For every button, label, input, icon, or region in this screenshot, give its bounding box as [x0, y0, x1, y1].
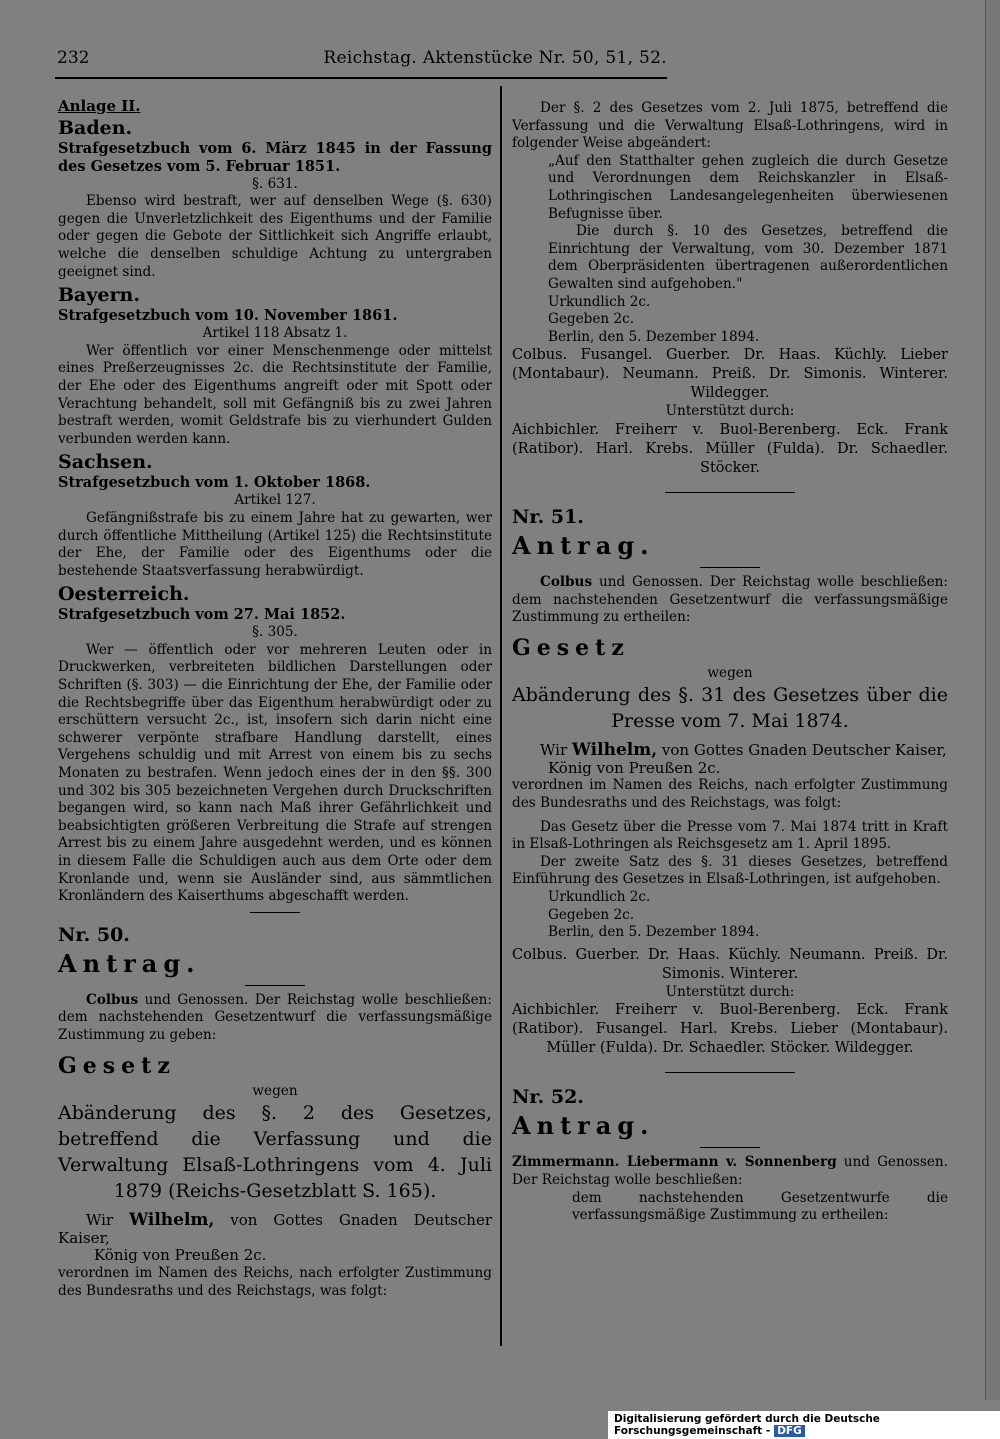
nr50-wegen: wegen [252, 1082, 298, 1099]
baden-heading: Baden. [58, 116, 133, 139]
bayern-law: Strafgesetzbuch vom 10. November 1861. [58, 307, 398, 325]
cont-unterstuetzt: Unterstützt durch: [665, 403, 795, 420]
nr50-wir-label: Wir [86, 1211, 130, 1230]
oesterreich-section: §. 305. [252, 624, 298, 641]
nr51-rule [700, 567, 760, 568]
nr51-wegen: wegen [707, 664, 753, 681]
running-title: Reichstag. Aktenstücke Nr. 50, 51, 52. [323, 48, 667, 68]
cont-supporters: Aichbichler. Freiherr v. Buol-Berenberg. Eck. Frank (Ratibor). Harl. Krebs. Müller (Fulda). Dr. Schaedler. Stöcker. [512, 421, 948, 476]
nr51-intro-text: und Genossen. Der Reichstag wolle beschließen: dem nachstehenden Gesetzentwurf die verfassungsmäßige Zustimmung zu ertheilen: [512, 573, 948, 626]
oesterreich-text: Wer — öffentlich oder vor mehreren Leuten oder in Druckwerken, verbreiteten bildlichen Darstellungen oder Schriften (§. 303) — die Einrichtung der Ehe, der Familie oder die Rechtsbegriffe über das Eigenthum herabwürdigt oder zu erschüttern versucht 2c., ist, insofern sich darin nicht eine schwerer verpönte strafbare Handlung darstellt, eines Vergehens schuldig und mit Arrest von einem bis zu sechs Monaten zu bestrafen. Wenn jedoch eines der in den §§. 300 und 302 bis 305 bezeichneten Vergehen durch Druckschriften begangen wird, so kann nach Maß ihrer Gefährlichkeit und beabsichtigten größeren Verbreitung die Strafe auf strengen Arrest bis zu einem Jahre ausgedehnt werden, und es können in diesem Falle die Schuldigen auch aus dem Orte oder dem Kronlande und, wenn sie Ausländer sind, aus sämmtlichen Kronländern des Kaiserthums abgeschafft werden. [58, 641, 492, 905]
nr52-proposer: Zimmermann. Liebermann v. Sonnenberg [512, 1154, 837, 1171]
nr50-koenig: König von Preußen 2c. [94, 1246, 267, 1265]
cont-gegeben: Gegeben 2c. [548, 311, 635, 328]
nr52-intro-text: und Genossen. Der Reichstag wolle beschließen: [512, 1154, 948, 1188]
nr51-wir-label: Wir [540, 741, 572, 760]
section-separator [665, 1072, 795, 1073]
cont-q2: Die durch §. 10 des Gesetzes, betreffend die Einrichtung der Verwaltung, vom 30. Dezember 1871 dem Oberpräsidenten übertragenen außerordentlichen Gewalten sind aufgehoben." [548, 223, 948, 292]
nr50-proposer: Colbus [86, 991, 139, 1008]
sachsen-heading: Sachsen. [58, 451, 153, 474]
bayern-heading: Bayern. [58, 284, 140, 307]
sachsen-text: Gefängnißstrafe bis zu einem Jahre hat zu gewarten, wer durch öffentliche Mittheilung (Artikel 125) die Rechtsinstitute der Ehe, der Familie oder des Eigenthums oder die bestehende Staatsverfassung herabwürdigt. [58, 509, 492, 579]
nr50-intro-text: und Genossen. Der Reichstag wolle beschließen: dem nachstehenden Gesetzentwurf die verfassungsmäßige Zustimmung zu geben: [58, 991, 492, 1043]
scan-edge [985, 0, 1000, 1400]
nr52-number: Nr. 52. [512, 1086, 584, 1109]
nr50-verordnen: verordnen im Namen des Reichs, nach erfolgter Zustimmung des Bundesraths und des Reichstags, was folgt: [58, 1264, 492, 1299]
section-separator [665, 492, 795, 493]
oesterreich-law: Strafgesetzbuch vom 27. Mai 1852. [58, 606, 346, 624]
nr51-proposer: Colbus [540, 573, 593, 590]
nr51-unterstuetzt: Unterstützt durch: [665, 983, 795, 1000]
baden-law: Strafgesetzbuch vom 6. März 1845 in der Fassung des Gesetzes vom 5. Februar 1851. [58, 139, 492, 175]
nr51-signers: Colbus. Guerber. Dr. Haas. Küchly. Neumann. Preiß. Dr. Simonis. Winterer. [512, 946, 948, 982]
dfg-footer [608, 1411, 1000, 1439]
nr50-rule [245, 985, 305, 986]
sachsen-section: Artikel 127. [234, 492, 316, 509]
sachsen-law: Strafgesetzbuch vom 1. Oktober 1868. [58, 474, 371, 492]
nr50-wir [58, 1212, 492, 1247]
header-rule [55, 77, 667, 79]
baden-section: §. 631. [252, 175, 298, 192]
page-header [55, 48, 667, 76]
left-column [58, 98, 492, 1300]
nr51-berlin: Berlin, den 5. Dezember 1894. [548, 924, 760, 941]
nr51-supporters: Aichbichler. Freiherr v. Buol-Berenberg. Eck. Frank (Ratibor). Fusangel. Harl. Krebs. Lieber (Montabaur). Müller (Fulda). Dr. Schaedler. Stöcker. Wildegger. [512, 1002, 948, 1057]
nr51-title: Abänderung des §. 31 des Gesetzes über die Presse vom 7. Mai 1874. [512, 684, 948, 733]
nr51-koenig: König von Preußen 2c. [548, 758, 721, 777]
dfg-logo: DFG [774, 1425, 805, 1437]
nr52-intro [512, 1154, 948, 1189]
nr51-p2: Der zweite Satz des §. 31 dieses Gesetzes, betreffend Einführung des Gesetzes in Elsaß-Lothringen, ist aufgehoben. [512, 853, 948, 888]
nr52-rule [700, 1147, 760, 1148]
nr51-gegeben: Gegeben 2c. [548, 906, 635, 923]
nr50-intro [58, 992, 492, 1045]
cont-signers: Colbus. Fusangel. Guerber. Dr. Haas. Küchly. Lieber (Montabaur). Neumann. Preiß. Dr. Simonis. Winterer. Wildegger. [512, 347, 948, 402]
nr51-number: Nr. 51. [512, 505, 584, 528]
right-column [512, 100, 948, 1225]
page-number: 232 [57, 48, 90, 68]
nr51-kind: Antrag. [512, 530, 655, 560]
section-separator [250, 912, 300, 913]
nr51-gesetz: Gesetz [512, 634, 630, 661]
oesterreich-heading: Oesterreich. [58, 583, 190, 606]
cont-urkundlich: Urkundlich 2c. [548, 293, 651, 310]
nr50-gnaden: von Gottes Gnaden Deutscher Kaiser, [58, 1211, 492, 1247]
anlage-label: Anlage II. [58, 97, 141, 115]
nr51-p1: Das Gesetz über die Presse vom 7. Mai 1874 tritt in Kraft in Elsaß-Lothringen als Reichsgesetz am 1. April 1895. [512, 818, 948, 853]
nr51-gnaden: von Gottes Gnaden Deutscher Kaiser, [657, 741, 947, 760]
footer-text: Digitalisierung gefördert durch die Deutsche Forschungsgemeinschaft - [614, 1413, 880, 1437]
bayern-section: Artikel 118 Absatz 1. [202, 325, 348, 342]
nr51-intro [512, 574, 948, 627]
nr50-kind: Antrag. [58, 948, 201, 978]
nr52-kind: Antrag. [512, 1111, 655, 1141]
cont-p1: Der §. 2 des Gesetzes vom 2. Juli 1875, betreffend die Verfassung und die Verwaltung Elsaß-Lothringens, wird in folgender Weise abgeändert: [512, 100, 948, 152]
nr51-wilhelm: Wilhelm, [571, 740, 658, 761]
nr51-urkundlich: Urkundlich 2c. [548, 889, 651, 906]
nr50-title: Abänderung des §. 2 des Gesetzes, betreffend die Verfassung und die Verwaltung Elsaß-Lothringens vom 4. Juli 1879 (Reichs-Gesetzblatt S. 165). [58, 1102, 492, 1203]
nr51-wir [512, 742, 948, 760]
cont-berlin: Berlin, den 5. Dezember 1894. [548, 328, 760, 345]
column-divider [500, 86, 502, 1346]
bayern-text: Wer öffentlich vor einer Menschenmenge oder mittelst eines Preßerzeugnisses 2c. die Rechtsinstitute der Familie, der Ehe oder des Eigenthums angreift oder mit Spott oder Verachtung behandelt, soll mit Gefängniß bis zu zwei Jahren bestraft werden, womit Geldstrafe bis zu vierhundert Gulden verbunden werden kann. [58, 342, 492, 447]
nr50-number: Nr. 50. [58, 923, 130, 946]
nr51-verordnen: verordnen im Namen des Reichs, nach erfolgter Zustimmung des Bundesraths und des Reichstags, was folgt: [512, 777, 948, 812]
cont-q1: „Auf den Statthalter gehen zugleich die durch Gesetze und Verordnungen dem Reichskanzler in Elsaß-Lothringischen Landesangelegenheiten überwiesenen Befugnisse über. [548, 152, 948, 222]
nr52-p1: dem nachstehenden Gesetzentwurfe die verfassungsmäßige Zustimmung zu ertheilen: [572, 1189, 948, 1224]
nr50-wilhelm: Wilhelm, [129, 1210, 215, 1231]
nr50-gesetz: Gesetz [58, 1052, 176, 1079]
baden-text: Ebenso wird bestraft, wer auf denselben Wege (§. 630) gegen die Unverletzlichkeit des Eigenthums und der Familie oder gegen die Gebote der Sittlichkeit sich Angriffe erlaubt, welche die denselben schuldige Achtung zu untergraben geeignet sind. [58, 193, 492, 280]
